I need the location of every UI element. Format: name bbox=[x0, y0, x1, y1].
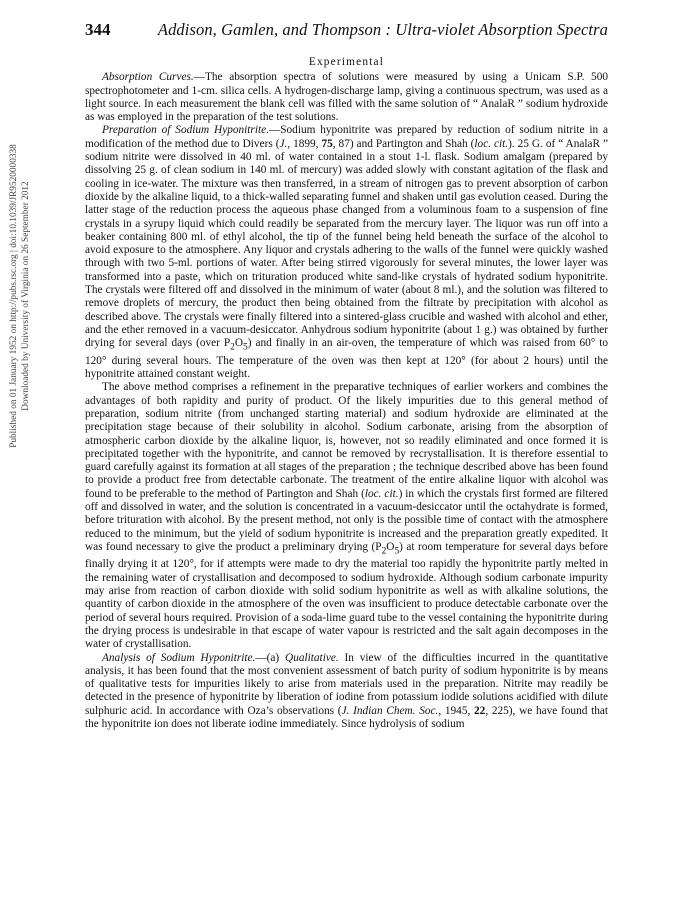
runin-heading: Absorption Curves. bbox=[102, 71, 194, 84]
text-segment: , 225), we have found that the hyponitrite ion does not liberate iodine immediately. Since hydrolysis of sodium bbox=[85, 704, 609, 731]
text-segment: ) in which the crystals first formed are filtered off and dissolved in water, and the solution is concentrated in a vacuum-desiccator until the octahydrate is formed, before trituration with alcohol. By the present method, not only is the possible time of contact with the atmosphere reduced to the minimum, but the yield of sodium hyponitrite is increased and the preparation greatly expedited. It was found necessary to give the product a preliminary drying (P bbox=[85, 487, 608, 553]
text-segment: ). 25 G. of “ AnalaR ” sodium nitrite were dissolved in 40 ml. of water contained in a stout 1-l. flask. Sodium amalgam (prepared by dissolving 25 g. of clean sodium in 140 ml. of mercury) was added slowly with constant agitation of the flask and cooling in ice-water. The mixture was then transferred, in a stream of nitrogen gas to prevent absorption of carbon dioxide by the alkaline liquid, to a thick-walled separating funnel and shaken until gas evolution ceased. During the latter stage of the reduction process the aqueous phase changed from a voluminous foam to a suspension of fine crystals in a syrupy liquid which could readily be separated from the mercury layer. The liquor was run off into a beaker containing 800 ml. of ethyl alcohol, the tip of the funnel being held beneath the surface of the alcohol to avoid exposure to the atmosphere. Any liquor and crystals adhering to the walls of the funnel were quickly washed through with two 5-ml. portions of water. After being stirred vigorously for several minutes, the lower layer was transformed into a paste, which on trituration produced white sand-like crystals of hydrated sodium hyponitrite. The crystals were filtered off and dissolved in the minimum of water (about 8 ml.), and the solution was filtered to remove droplets of mercury, the product then being obtained from the filtrate by precipitation with alcohol as described above. The crystals were finally filtered into a sintered-glass crucible and washed with alcohol and ether, and the ether removed in a vacuum-desiccator. Anhydrous sodium hyponitrite (about 1 g.) was obtained by further drying for several days (over P bbox=[85, 137, 609, 350]
paragraph-text: —The absorption spectra of solutions were measured by using a Unicam S.P. 500 spectrophotometer and 1-cm. silica cells. A hydrogen-discharge lamp, giving a continuous spectrum, was used as a light source. In each measurement the blank cell was filled with the same solution of “ AnalaR ” sodium hydroxide as was employed in the preparation of the test solutions. bbox=[85, 71, 608, 124]
subsection-runin: Qualitative. bbox=[285, 651, 339, 664]
journal-abbrev: J. bbox=[279, 137, 288, 150]
text-segment: ) at room temperature for several days before finally drying it at 120°, for if attempts were made to dry the material too rapidly the hyponitrite partly melted in the remaining water of crystallisation and decomposed to sodium hydroxide. Although sodium carbonate impurity may arise from reaction of carbon dioxide with solid sodium hyponitrite as well as with alkaline solutions, the quantity of carbon dioxide in the atmosphere of the oven was insufficient to produce detectable carbonate over the period of several hours required. Provision of a soda-lime guard tube to the vessel containing the hyponitrite during the drying process is undesirable in that escape of water vapour is restricted and the salt again decomposes in the water of crystallisation. bbox=[85, 540, 608, 651]
paragraph-preparation bbox=[85, 124, 608, 381]
text-segment: , 1945, bbox=[438, 704, 475, 717]
loc-cit: loc. cit. bbox=[364, 487, 399, 500]
subscript: 5 bbox=[394, 546, 400, 557]
volume-number: 22 bbox=[474, 704, 486, 717]
download-notice-sidebar bbox=[0, 0, 40, 912]
text-segment: The above method comprises a refinement in the preparative techniques of earlier workers and combines the advantages of both rapidity and purity of product. Of the likely impurities due to this general method of preparation, sodium nitrite (from unchanged starting material) and sodium hydroxide are eliminated at the precipitation stage because of their solubility in alcohol. Sodium carbonate, arising from the absorption of atmospheric carbon dioxide by the alkaline liquor, is, however, not so readily eliminated and once formed it is precipitated together with the hyponitrite, and cannot be removed by recrystallisation. It is therefore essential to guard carefully against its formation at all stages of the preparation ; the technique described above has been found to provide a product free from detectable carbonate. The treatment of the entire alkaline liquor with alcohol was found to be preferable to the method of Partington and Shah ( bbox=[85, 381, 608, 500]
section-heading: Experimental bbox=[308, 56, 385, 68]
text-segment: , 87) and Partington and Shah ( bbox=[332, 137, 475, 150]
download-notice-line-downloaded: Downloaded by University of Virginia on 26 September 2012 bbox=[21, 181, 31, 411]
text-segment: —(a) bbox=[255, 651, 286, 664]
paragraph-method-discussion bbox=[85, 381, 608, 651]
article-body bbox=[85, 56, 608, 731]
text-segment: —Sodium hyponitrite was prepared by reduction of sodium nitrite in a modification of the method due to Divers ( bbox=[85, 124, 608, 150]
running-title: Addison, Gamlen, and Thompson : Ultra-violet Absorption Spectra bbox=[157, 20, 608, 39]
journal-abbrev: J. Indian Chem. Soc. bbox=[341, 704, 439, 717]
subscript: 5 bbox=[243, 342, 248, 353]
text-segment: O bbox=[386, 540, 395, 553]
text-segment: ) and finally in an air-oven, the temperature of which was raised from 60° to 120° during several hours. The temperature of the oven was then kept at 120° (for about 2 hours) until the hyponitrite attained constant weight. bbox=[85, 337, 608, 381]
download-notice-text bbox=[8, 0, 32, 596]
paragraph-absorption-curves bbox=[85, 71, 608, 124]
page-header bbox=[85, 18, 608, 44]
download-notice-line-published: Published on 01 January 1952 on http://pubs.rsc.org | doi:10.1039/JR9520000338 bbox=[9, 144, 19, 448]
page-number: 344 bbox=[85, 20, 111, 39]
loc-cit: loc. cit. bbox=[474, 137, 509, 150]
subscript: 2 bbox=[381, 546, 387, 557]
text-segment: , 1899, bbox=[287, 137, 322, 150]
runin-heading: Preparation of Sodium Hyponitrite. bbox=[102, 124, 269, 137]
volume-number: 75 bbox=[321, 137, 333, 150]
text-segment: O bbox=[234, 337, 244, 350]
paragraph-analysis bbox=[85, 652, 608, 732]
subscript: 2 bbox=[230, 342, 235, 353]
runin-heading: Analysis of Sodium Hyponitrite. bbox=[102, 651, 256, 664]
text-segment: In view of the difficulties incurred in the quantitative analysis, it has been found that the most convenient assessment of batch purity of sodium hyponitrite is by means of qualitative tests for impurities likely to arise from materials used in the preparation. Nitrite may readily be detected in the presence of hyponitrite by liberation of iodine from potassium iodide solutions acidified with dilute sulphuric acid. In accordance with Oza’s observations ( bbox=[85, 651, 608, 717]
